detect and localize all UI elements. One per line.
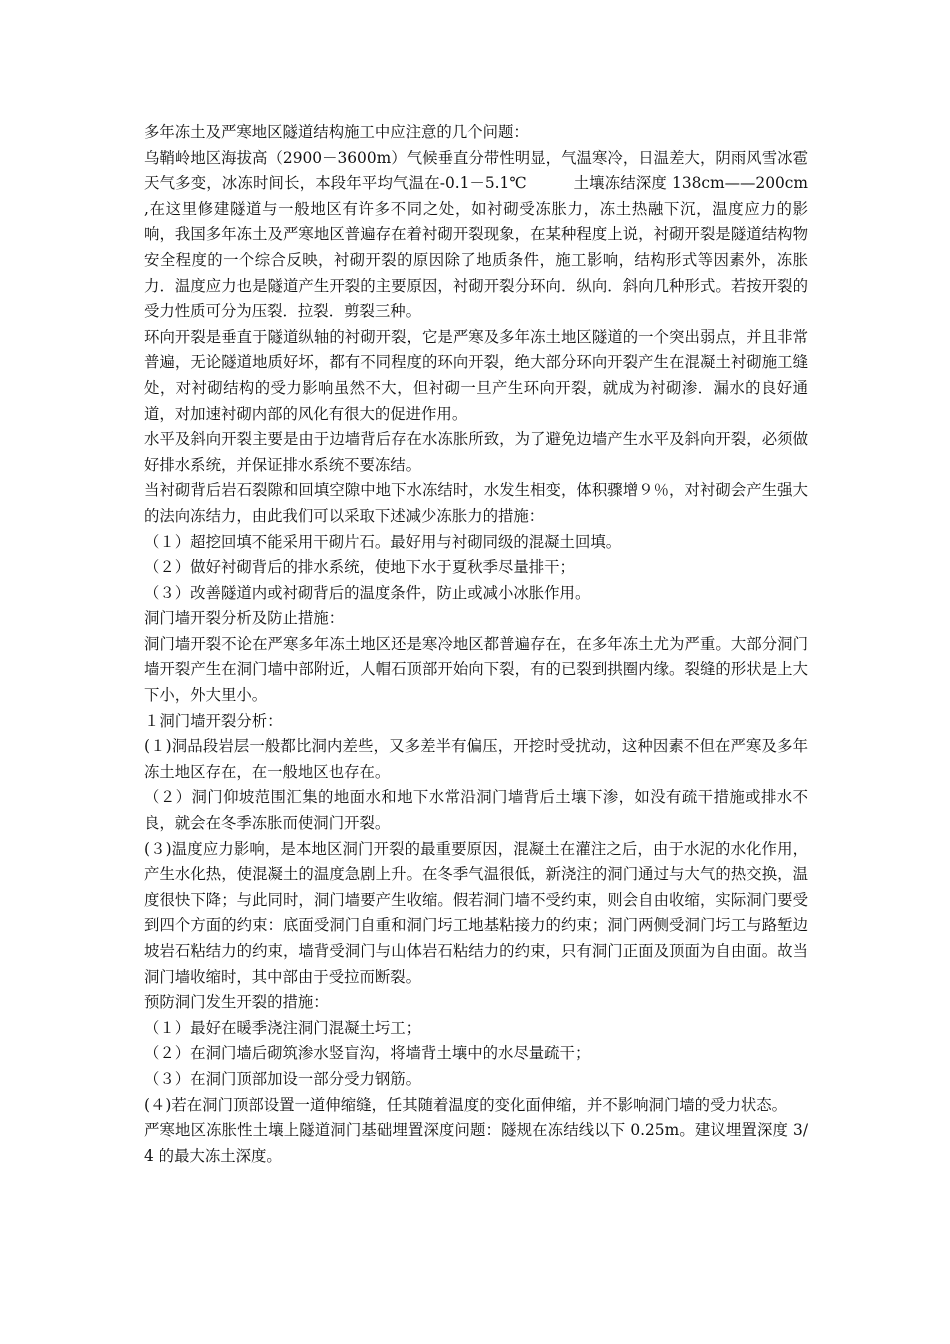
measure-item-1: （１）超挖回填不能采用干砌片石。最好用与衬砌同级的混凝土回填。 (144, 532, 622, 551)
prevention-item-4: (４)若在洞门顶部设置一道伸缩缝，任其随着温度的变化面伸缩，并不影响洞门墙的受力状态。 (144, 1095, 788, 1114)
subheading-portal-analysis: １洞门墙开裂分析： (144, 711, 283, 730)
document-body (144, 120, 808, 1169)
subheading-prevention: 预防洞门发生开裂的措施： (144, 993, 329, 1012)
paragraph-portal-cracking: 洞门墙开裂不论在严寒多年冻土地区还是寒冷地区都普遍存在，在多年冻土尤为严重。大部分洞门墙开裂产生在洞门墙中部附近，人帽石顶部开始向下裂，有的已裂到拱圈内缘。裂缝的形状是上大下小，外大里小。 (144, 634, 808, 705)
prevention-item-2: （２）在洞门墙后砌筑渗水竖盲沟，将墙背土壤中的水尽量疏干； (144, 1044, 591, 1063)
paragraph-foundation-depth: 严寒地区冻胀性土壤上隧道洞门基础埋置深度问题：隧规在冻结线以下 0.25m。建议埋置深度 3/4 的最大冻土深度。 (144, 1121, 808, 1165)
section-heading-portal: 洞门墙开裂分析及防止措施： (144, 609, 345, 628)
measure-item-3: （３）改善隧道内或衬砌背后的温度条件，防止或减小冰胀作用。 (144, 583, 591, 602)
paragraph-frost-force: 当衬砌背后岩石裂隙和回填空隙中地下水冻结时，水发生相变，体积骤增９％，对衬砌会产生强大的法向冻结力，由此我们可以采取下述减少冻胀力的措施： (144, 481, 808, 525)
paragraph-climate: 乌鞘岭地区海拔高（2900－3600m）气候垂直分带性明显，气温寒冷，日温差大，阴雨风雪冰雹天气多变，冰冻时间长，本段年平均气温在-0.1－5.1℃ 土壤冻结深度 138cm——200cm ,在这里修建隧道与一般地区有许多不同之处，如衬砌受冻胀力，冻土热融下沉，温度应力的影响，我国多年冻土及严寒地区普遍存在着衬砌开裂现象，在某种程度上说，衬砌开裂是隧道结构物安全程度的一个综合反映，衬砌开裂的原因除了地质条件，施工影响，结构形式等因素外，冻胀力．温度应力也是隧道产生开裂的主要原因，衬砌开裂分环向．纵向．斜向几种形式。若按开裂的受力性质可分为压裂．拉裂．剪裂三种。 (144, 148, 808, 321)
prevention-item-3: （３）在洞门顶部加设一部分受力钢筋。 (144, 1069, 422, 1088)
analysis-item-2: （２）洞门仰坡范围汇集的地面水和地下水常沿洞门墙背后土壤下渗，如没有疏干措施或排水不良，就会在冬季冻胀而使洞门开裂。 (144, 788, 808, 833)
paragraph-horizontal-cracking: 水平及斜向开裂主要是由于边墙背后存在水冻胀所致，为了避免边墙产生水平及斜向开裂，必须做好排水系统，并保证排水系统不要冻结。 (144, 430, 808, 474)
paragraph-ring-cracking: 环向开裂是垂直于隧道纵轴的衬砌开裂，它是严寒及多年冻土地区隧道的一个突出弱点，并且非常普遍，无论隧道地质好坏，都有不同程度的环向开裂，绝大部分环向开裂产生在混凝土衬砌施工缝处，对衬砌结构的受力影响虽然不大，但衬砌一旦产生环向开裂，就成为衬砌渗．漏水的良好通道，对加速衬砌内部的风化有很大的促进作用。 (144, 327, 808, 423)
measure-item-2: （２）做好衬砌背后的排水系统，使地下水于夏秋季尽量排干； (144, 558, 575, 577)
prevention-item-1: （１）最好在暖季浇注洞门混凝土圬工； (144, 1018, 422, 1037)
analysis-item-3: (３)温度应力影响，是本地区洞门开裂的最重要原因，混凝土在灌注之后，由于水泥的水化作用，产生水化热，使混凝土的温度急剧上升。在冬季气温很低，新浇注的洞门通过与大气的热交换，温度很快下降；与此同时，洞门墙要产生收缩。假若洞门墙不受约束，则会自由收缩，实际洞门要受到四个方面的约束：底面受洞门自重和洞门圬工地基粘接力的约束；洞门两侧受洞门圬工与路堑边坡岩石粘结力的约束，墙背受洞门与山体岩石粘结力的约束，只有洞门正面及顶面为自由面。故当洞门墙收缩时，其中部由于受拉而断裂。 (144, 839, 808, 986)
analysis-item-1: (１)洞品段岩层一般都比洞内差些，又多差半有偏压，开挖时受扰动，这种因素不但在严寒及多年冻土地区存在，在一般地区也存在。 (144, 737, 808, 781)
document-title: 多年冻土及严寒地区隧道结构施工中应注意的几个问题： (144, 123, 529, 141)
